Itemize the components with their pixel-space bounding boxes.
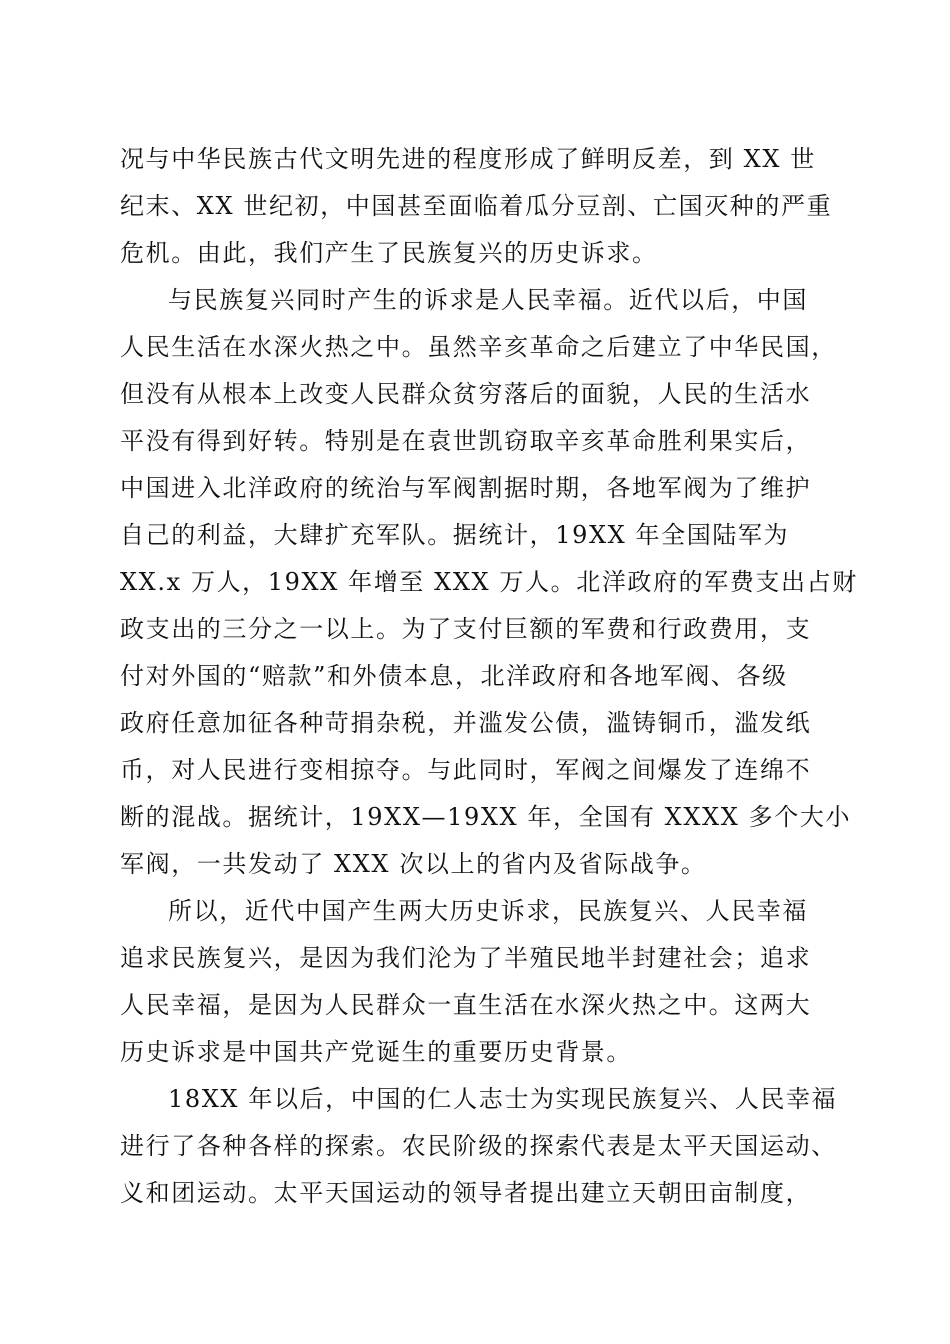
paragraph-2-line-5: 中国进入北洋政府的统治与军阀割据时期，各地军阀为了维护 [120,474,812,502]
paragraph-2-line-4: 平没有得到好转。特别是在袁世凯窃取辛亥革命胜利果实后， [120,427,812,455]
paragraph-2-line-1: 与民族复兴同时产生的诉求是人民幸福。近代以后，中国 [168,286,808,314]
paragraph-3-line-2: 追求民族复兴，是因为我们沦为了半殖民地半封建社会；追求 [120,944,812,972]
paragraph-2-line-12: 断的混战。据统计，19XX—19XX 年，全国有 XXXX 多个大小 [120,803,852,831]
paragraph-4-line-3: 义和团运动。太平天国运动的领导者提出建立天朝田亩制度， [120,1179,812,1207]
paragraph-1-line-1: 况与中华民族古代文明先进的程度形成了鲜明反差，到 XX 世 [120,145,816,173]
paragraph-1-line-2: 纪末、XX 世纪初，中国甚至面临着瓜分豆剖、亡国灭种的严重 [120,192,833,220]
body-text [120,136,858,1217]
paragraph-4-line-2: 进行了各种各样的探索。农民阶级的探索代表是太平天国运动、 [120,1132,837,1160]
paragraph-1-line-3: 危机。由此，我们产生了民族复兴的历史诉求。 [120,239,658,267]
paragraph-2-line-2: 人民生活在水深火热之中。虽然辛亥革命之后建立了中华民国， [120,333,837,361]
paragraph-3-line-3: 人民幸福，是因为人民群众一直生活在水深火热之中。这两大 [120,991,812,1019]
paragraph-4-line-1: 18XX 年以后，中国的仁人志士为实现民族复兴、人民幸福 [168,1085,838,1113]
paragraph-2-line-11: 币，对人民进行变相掠夺。与此同时，军阀之间爆发了连绵不 [120,756,812,784]
paragraph-2-line-6: 自己的利益，大肆扩充军队。据统计，19XX 年全国陆军为 [120,521,790,549]
paragraph-2-line-3: 但没有从根本上改变人民群众贫穷落后的面貌，人民的生活水 [120,380,812,408]
paragraph-2-line-9: 付对外国的“赔款”和外债本息，北洋政府和各地军阀、各级 [120,662,788,690]
paragraph-2-line-8: 政支出的三分之一以上。为了支付巨额的军费和行政费用，支 [120,615,812,643]
paragraph-3-line-1: 所以，近代中国产生两大历史诉求，民族复兴、人民幸福 [168,897,808,925]
paragraph-3-line-4: 历史诉求是中国共产党诞生的重要历史背景。 [120,1038,632,1066]
paragraph-2-line-13: 军阀，一共发动了 XXX 次以上的省内及省际战争。 [120,850,707,878]
paragraph-2-line-7: XX.x 万人，19XX 年增至 XXX 万人。北洋政府的军费支出占财 [120,568,858,596]
paragraph-2-line-10: 政府任意加征各种苛捐杂税，并滥发公债，滥铸铜币，滥发纸 [120,709,812,737]
